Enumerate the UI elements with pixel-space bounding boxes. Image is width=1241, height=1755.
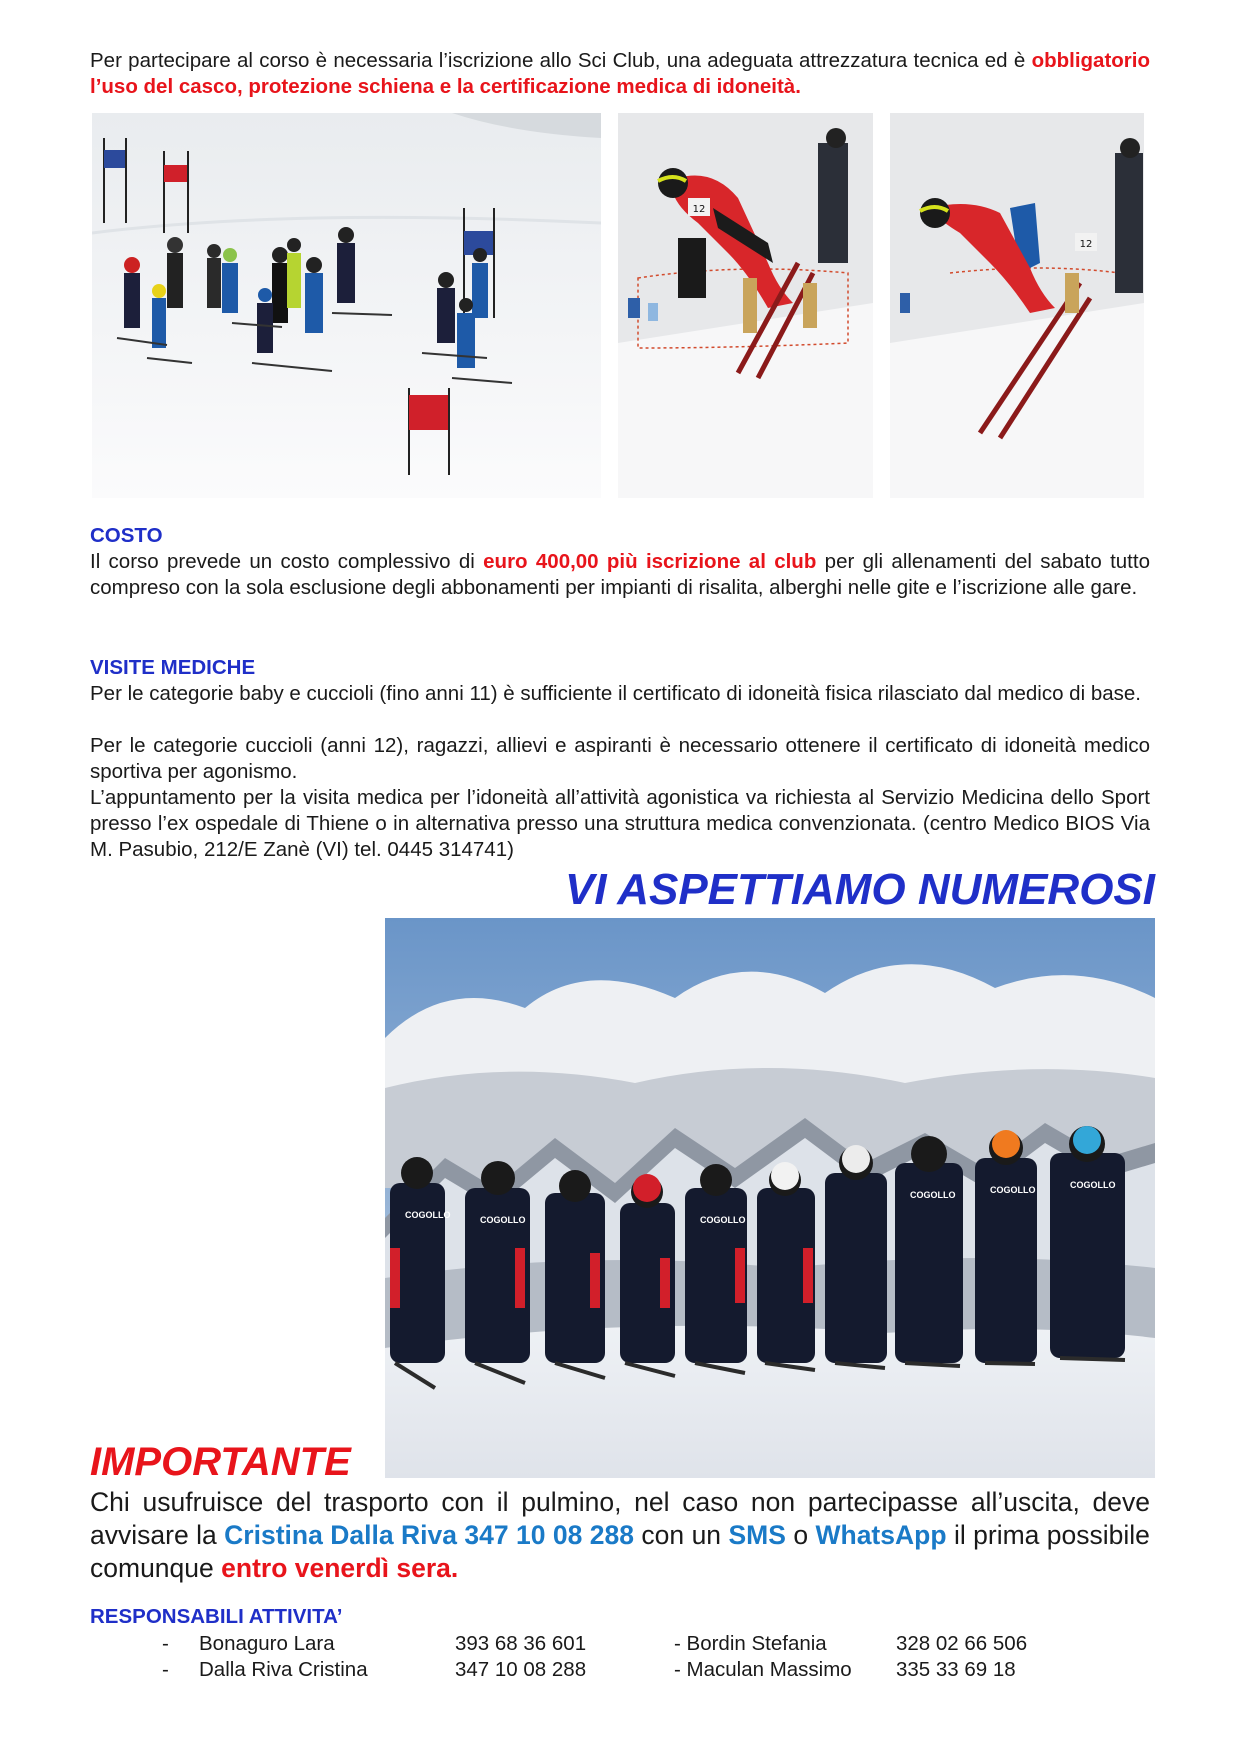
important-paragraph — [90, 1486, 1150, 1585]
photo-group-skiers — [92, 113, 601, 498]
racer-bib-number: 12 — [692, 204, 706, 215]
contact-name-2: - Maculan Massimo — [674, 1658, 852, 1681]
jacket-logo-5: COGOLLO — [990, 1185, 1036, 1195]
row-dash: - — [162, 1632, 169, 1655]
contact-phone: 347 10 08 288 — [455, 1658, 587, 1681]
important-text-1: Chi usufruisce del trasporto con il pulmino, nel caso non partecipasse all’uscita, deve avvisare la — [90, 1487, 1150, 1550]
important-text-4: il prima possibile comunque — [90, 1520, 1150, 1583]
important-sms: SMS — [728, 1520, 786, 1550]
visite-p3: L’appuntamento per la visita medica per l’idoneità all’attività agonistica va richiesta al Servizio Medicina dello Sport presso l’ex ospedale di Thiene o in alternativa presso una struttura medica convenzionata. (centro Medico BIOS Via M. Pasubio, 212/E Zanè (VI) tel. 0445 314741) — [90, 786, 1150, 861]
jacket-logo-2: COGOLLO — [480, 1215, 526, 1225]
photo-racer-start-2 — [890, 113, 1144, 498]
important-whatsapp: WhatsApp — [815, 1520, 947, 1550]
row-dash: - — [162, 1658, 169, 1681]
responsabili-row — [90, 1632, 1150, 1658]
visite-p1: Per le categorie baby e cuccioli (fino anni 11) è sufficiente il certificato di idoneità fisica rilasciato dal medico di base. — [90, 682, 1141, 705]
costo-text-after: per gli allenamenti del sabato tutto compreso con la sola esclusione degli abbonamenti per impianti di risalita, alberghi nelle gite e l’iscrizione alle gare. — [90, 550, 1150, 599]
contact-name: Dalla Riva Cristina — [199, 1658, 368, 1681]
photo-racer-start-1 — [618, 113, 873, 498]
important-text-2: con un — [641, 1520, 722, 1550]
costo-paragraph — [90, 549, 1150, 601]
important-title: IMPORTANTE — [90, 1440, 351, 1484]
intro-text: Per partecipare al corso è necessaria l’iscrizione allo Sci Club, una adeguata attrezzatura tecnica ed è — [90, 49, 1026, 72]
important-text-3: o — [793, 1520, 809, 1550]
racer-bib-number-2: 12 — [1079, 239, 1093, 250]
jacket-logo-6: COGOLLO — [1070, 1180, 1116, 1190]
slogan-heading: VI ASPETTIAMO NUMEROSI — [565, 865, 1155, 914]
intro-paragraph — [90, 48, 1150, 100]
important-contact: Cristina Dalla Riva 347 10 08 288 — [224, 1520, 634, 1550]
important-deadline: entro venerdì sera. — [221, 1553, 459, 1583]
responsabili-title: RESPONSABILI ATTIVITA’ — [90, 1605, 343, 1628]
visite-p2: Per le categorie cuccioli (anni 12), ragazzi, allievi e aspiranti è necessario ottenere il certificato di idoneità medico sportiva per agonismo. — [90, 734, 1150, 783]
costo-text-before: Il corso prevede un costo complessivo di — [90, 550, 475, 573]
contact-phone-2: 328 02 66 506 — [896, 1632, 1028, 1655]
jacket-logo-3: COGOLLO — [700, 1215, 746, 1225]
costo-price: euro 400,00 più iscrizione al club — [483, 550, 817, 573]
contact-phone: 393 68 36 601 — [455, 1632, 587, 1655]
responsabili-row — [90, 1658, 1150, 1684]
photo-team-mountains — [385, 918, 1155, 1478]
contact-name-2: - Bordin Stefania — [674, 1632, 827, 1655]
contact-phone-2: 335 33 69 18 — [896, 1658, 1016, 1681]
jacket-logo-1: COGOLLO — [405, 1210, 451, 1220]
visite-title: VISITE MEDICHE — [90, 656, 256, 679]
contact-name: Bonaguro Lara — [199, 1632, 335, 1655]
jacket-logo-4: COGOLLO — [910, 1190, 956, 1200]
costo-title: COSTO — [90, 524, 163, 547]
intro-highlight: obbligatorio l’uso del casco, protezione schiena e la certificazione medica di idoneità. — [90, 49, 1150, 98]
